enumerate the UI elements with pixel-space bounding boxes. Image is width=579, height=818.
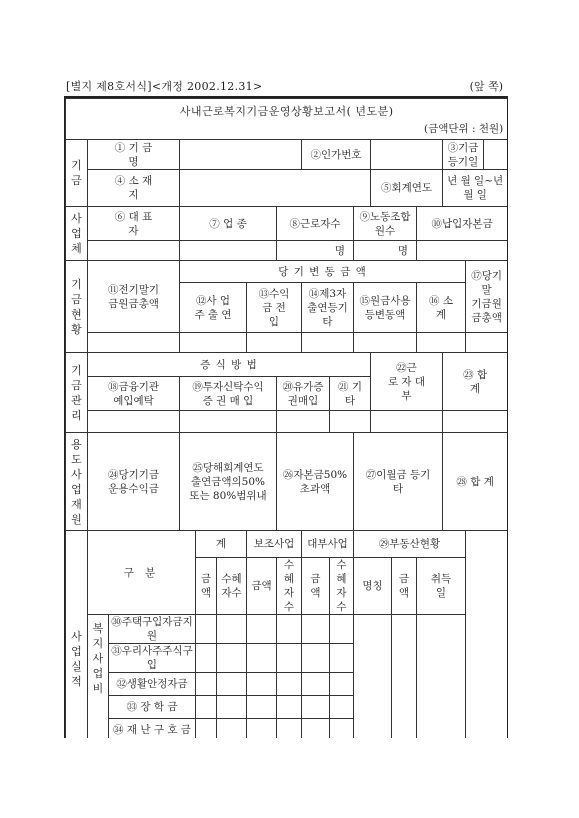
cell-aux-amount[interactable] xyxy=(247,644,277,673)
section-fund-management: 기 금 관 리 xyxy=(66,353,88,433)
fund-name-label: ① 기 금 명 xyxy=(88,140,180,170)
loan-program-header: 대부사업 xyxy=(302,531,354,558)
contribution-label: ⑫사 업 주 출 연 xyxy=(180,283,247,333)
over-capital-label: ㉖자본금50% 초과액 xyxy=(277,433,354,531)
cell-loan-beneficiaries[interactable] xyxy=(330,615,354,644)
page-side-label: (앞 쪽) xyxy=(469,80,503,93)
worker-count-label: ⑧근로자수 xyxy=(277,207,354,241)
fiscal-year-label: ⑤회계연도 xyxy=(371,170,443,207)
cell-aux-beneficiaries[interactable] xyxy=(277,615,302,644)
income-transfer-label: ⑬수익 금 전 입 xyxy=(247,283,302,333)
location-value[interactable] xyxy=(180,170,371,207)
amount-label-2: 금액 xyxy=(247,558,277,615)
cell-real-estate-acquired[interactable] xyxy=(417,615,466,739)
program-item-label: ㉚주택구입자금지원 xyxy=(109,615,196,644)
management-total-value[interactable] xyxy=(443,411,508,433)
real-estate-header: ㉙부동산현황 xyxy=(354,531,466,558)
interest-income-label: ㉔당기기금 운용수익금 xyxy=(88,433,180,531)
union-members-value[interactable]: 명 xyxy=(354,241,417,261)
use-funds-total-label: ㉘ 합 계 xyxy=(443,433,508,531)
management-total-label: ㉓ 합 계 xyxy=(443,353,508,411)
registration-date-label: ③기금등기일 xyxy=(443,140,484,170)
representative-value[interactable] xyxy=(88,241,180,261)
document-title: 사내근로복지기금운영상황보고서( 년도분) xyxy=(179,105,394,118)
report-form xyxy=(64,96,508,738)
worker-loan-value[interactable] xyxy=(371,411,443,433)
prev-total-label: ⑪전기말기 금원금총액 xyxy=(88,261,180,333)
management-other-value[interactable] xyxy=(330,411,371,433)
cell-total-beneficiaries[interactable] xyxy=(217,696,247,719)
section-performance: 사 업 실 적 xyxy=(66,531,88,739)
securities-label: ⑳유가증 권매입 xyxy=(277,377,330,411)
cell-loan-beneficiaries[interactable] xyxy=(330,696,354,719)
industry-label: ⑦ 업 종 xyxy=(180,207,277,241)
financial-deposit-label: ⑱금융기관 예입예탁 xyxy=(88,377,180,411)
form-number: [별지 제8호서식]<개정 2002.12.31> xyxy=(66,80,263,93)
category-header: 구 분 xyxy=(88,531,196,615)
unit-note: (금액단위 : 천원) xyxy=(423,123,504,135)
cell-real-estate-amount[interactable] xyxy=(392,615,417,739)
amount-label-1: 금액 xyxy=(196,558,217,615)
report-table xyxy=(65,98,508,738)
cell-total-amount[interactable] xyxy=(196,644,217,673)
cell-loan-amount[interactable] xyxy=(302,673,330,696)
usage-change-label: ⑮원금사용 등변동액 xyxy=(354,283,417,333)
carryover-label: ㉗이월금 등기 타 xyxy=(354,433,443,531)
location-label: ④ 소 재 지 xyxy=(88,170,180,207)
section-business: 사 업 체 xyxy=(66,207,88,261)
real-estate-acquired-label: 취득 일 xyxy=(417,558,466,615)
cell-total-amount[interactable] xyxy=(196,696,217,719)
cell-aux-amount[interactable] xyxy=(247,615,277,644)
current-total-value[interactable] xyxy=(466,333,508,353)
third-party-value[interactable] xyxy=(302,333,354,353)
program-item-label: ㉝ 장 학 금 xyxy=(109,696,196,719)
registration-date-value[interactable] xyxy=(484,140,508,170)
total-header: 계 xyxy=(196,531,247,558)
beneficiaries-label-2: 수혜 자수 xyxy=(277,558,302,615)
section-fund: 기 금 xyxy=(66,140,88,207)
third-party-label: ⑭제3자 출연등기 타 xyxy=(302,283,354,333)
cell-aux-amount[interactable] xyxy=(247,719,277,739)
subtotal-value[interactable] xyxy=(417,333,466,353)
section-fund-status: 기 금 현 황 xyxy=(66,261,88,353)
growth-method-header: 증 식 방 법 xyxy=(88,353,371,377)
cell-total-beneficiaries[interactable] xyxy=(217,719,247,739)
management-other-label: ㉑ 기 타 xyxy=(330,377,371,411)
prev-total-value[interactable] xyxy=(88,333,180,353)
worker-count-value[interactable]: 명 xyxy=(277,241,354,261)
securities-value[interactable] xyxy=(277,411,330,433)
paid-in-capital-label: ⑩납입자본금 xyxy=(417,207,508,241)
cell-total-beneficiaries[interactable] xyxy=(217,615,247,644)
trust-purchase-label: ⑲투자신탁수익 증 권 매 입 xyxy=(180,377,277,411)
cell-total-beneficiaries[interactable] xyxy=(217,644,247,673)
representative-label: ⑥ 대 표 자 xyxy=(88,207,180,241)
cell-total-amount[interactable] xyxy=(196,719,217,739)
cell-aux-amount[interactable] xyxy=(247,673,277,696)
cell-total-amount[interactable] xyxy=(196,673,217,696)
cell-aux-beneficiaries[interactable] xyxy=(277,719,302,739)
cell-loan-amount[interactable] xyxy=(302,696,330,719)
approval-number-value[interactable] xyxy=(371,140,443,170)
fund-name-value[interactable] xyxy=(180,140,302,170)
cell-loan-beneficiaries[interactable] xyxy=(330,719,354,739)
auxiliary-header: 보조사업 xyxy=(247,531,302,558)
real-estate-amount-label: 금액 xyxy=(392,558,417,615)
title-cell xyxy=(66,99,508,140)
cell-aux-beneficiaries[interactable] xyxy=(277,696,302,719)
cell-loan-amount[interactable] xyxy=(302,615,330,644)
portion-label: ㉕당해회계연도 출연금액의50% 또는 80%범위내 xyxy=(180,433,277,531)
section-use-funds: 용 도 사 업 재 원 xyxy=(66,433,88,531)
industry-value[interactable] xyxy=(180,241,277,261)
cell-aux-amount[interactable] xyxy=(247,696,277,719)
change-amount-header: 당 기 변 동 금 액 xyxy=(180,261,466,283)
income-transfer-value[interactable] xyxy=(247,333,302,353)
cell-total-beneficiaries[interactable] xyxy=(217,673,247,696)
current-total-label: ⑰당기말 기금원 금총액 xyxy=(466,261,508,333)
amount-label-3: 금 액 xyxy=(302,558,330,615)
cell-real-estate-name[interactable] xyxy=(354,615,392,739)
cell-loan-amount[interactable] xyxy=(302,719,330,739)
cell-aux-beneficiaries[interactable] xyxy=(277,644,302,673)
program-item-label: ㉞ 재 난 구 호 금 xyxy=(109,719,196,739)
trust-purchase-value[interactable] xyxy=(180,411,277,433)
cell-loan-beneficiaries[interactable] xyxy=(330,644,354,673)
cell-loan-amount[interactable] xyxy=(302,644,330,673)
subtotal-label: ⑯ 소 계 xyxy=(417,283,466,333)
paid-in-capital-value[interactable] xyxy=(417,241,508,261)
worker-loan-label: ㉒근 로 자 대 부 xyxy=(371,353,443,411)
union-members-label: ⑨노동조합 원수 xyxy=(354,207,417,241)
program-item-label: ㉛우리사주주식구입 xyxy=(109,644,196,673)
real-estate-name-label: 명칭 xyxy=(354,558,392,615)
approval-number-label: ②인가번호 xyxy=(302,140,371,170)
beneficiaries-label-1: 수혜 자수 xyxy=(217,558,247,615)
cell-loan-beneficiaries[interactable] xyxy=(330,673,354,696)
cell-total-amount[interactable] xyxy=(196,615,217,644)
contribution-value[interactable] xyxy=(180,333,247,353)
usage-change-value[interactable] xyxy=(354,333,417,353)
welfare-programs-label: 복 지 사 업 비 xyxy=(88,615,109,739)
cell-aux-beneficiaries[interactable] xyxy=(277,673,302,696)
beneficiaries-label-3: 수혜 자수 xyxy=(330,558,354,615)
program-item-label: ㉜생활안정자금 xyxy=(109,673,196,696)
financial-deposit-value[interactable] xyxy=(88,411,180,433)
fiscal-period-value[interactable]: 년 월 일~년 월 일 xyxy=(443,170,508,207)
